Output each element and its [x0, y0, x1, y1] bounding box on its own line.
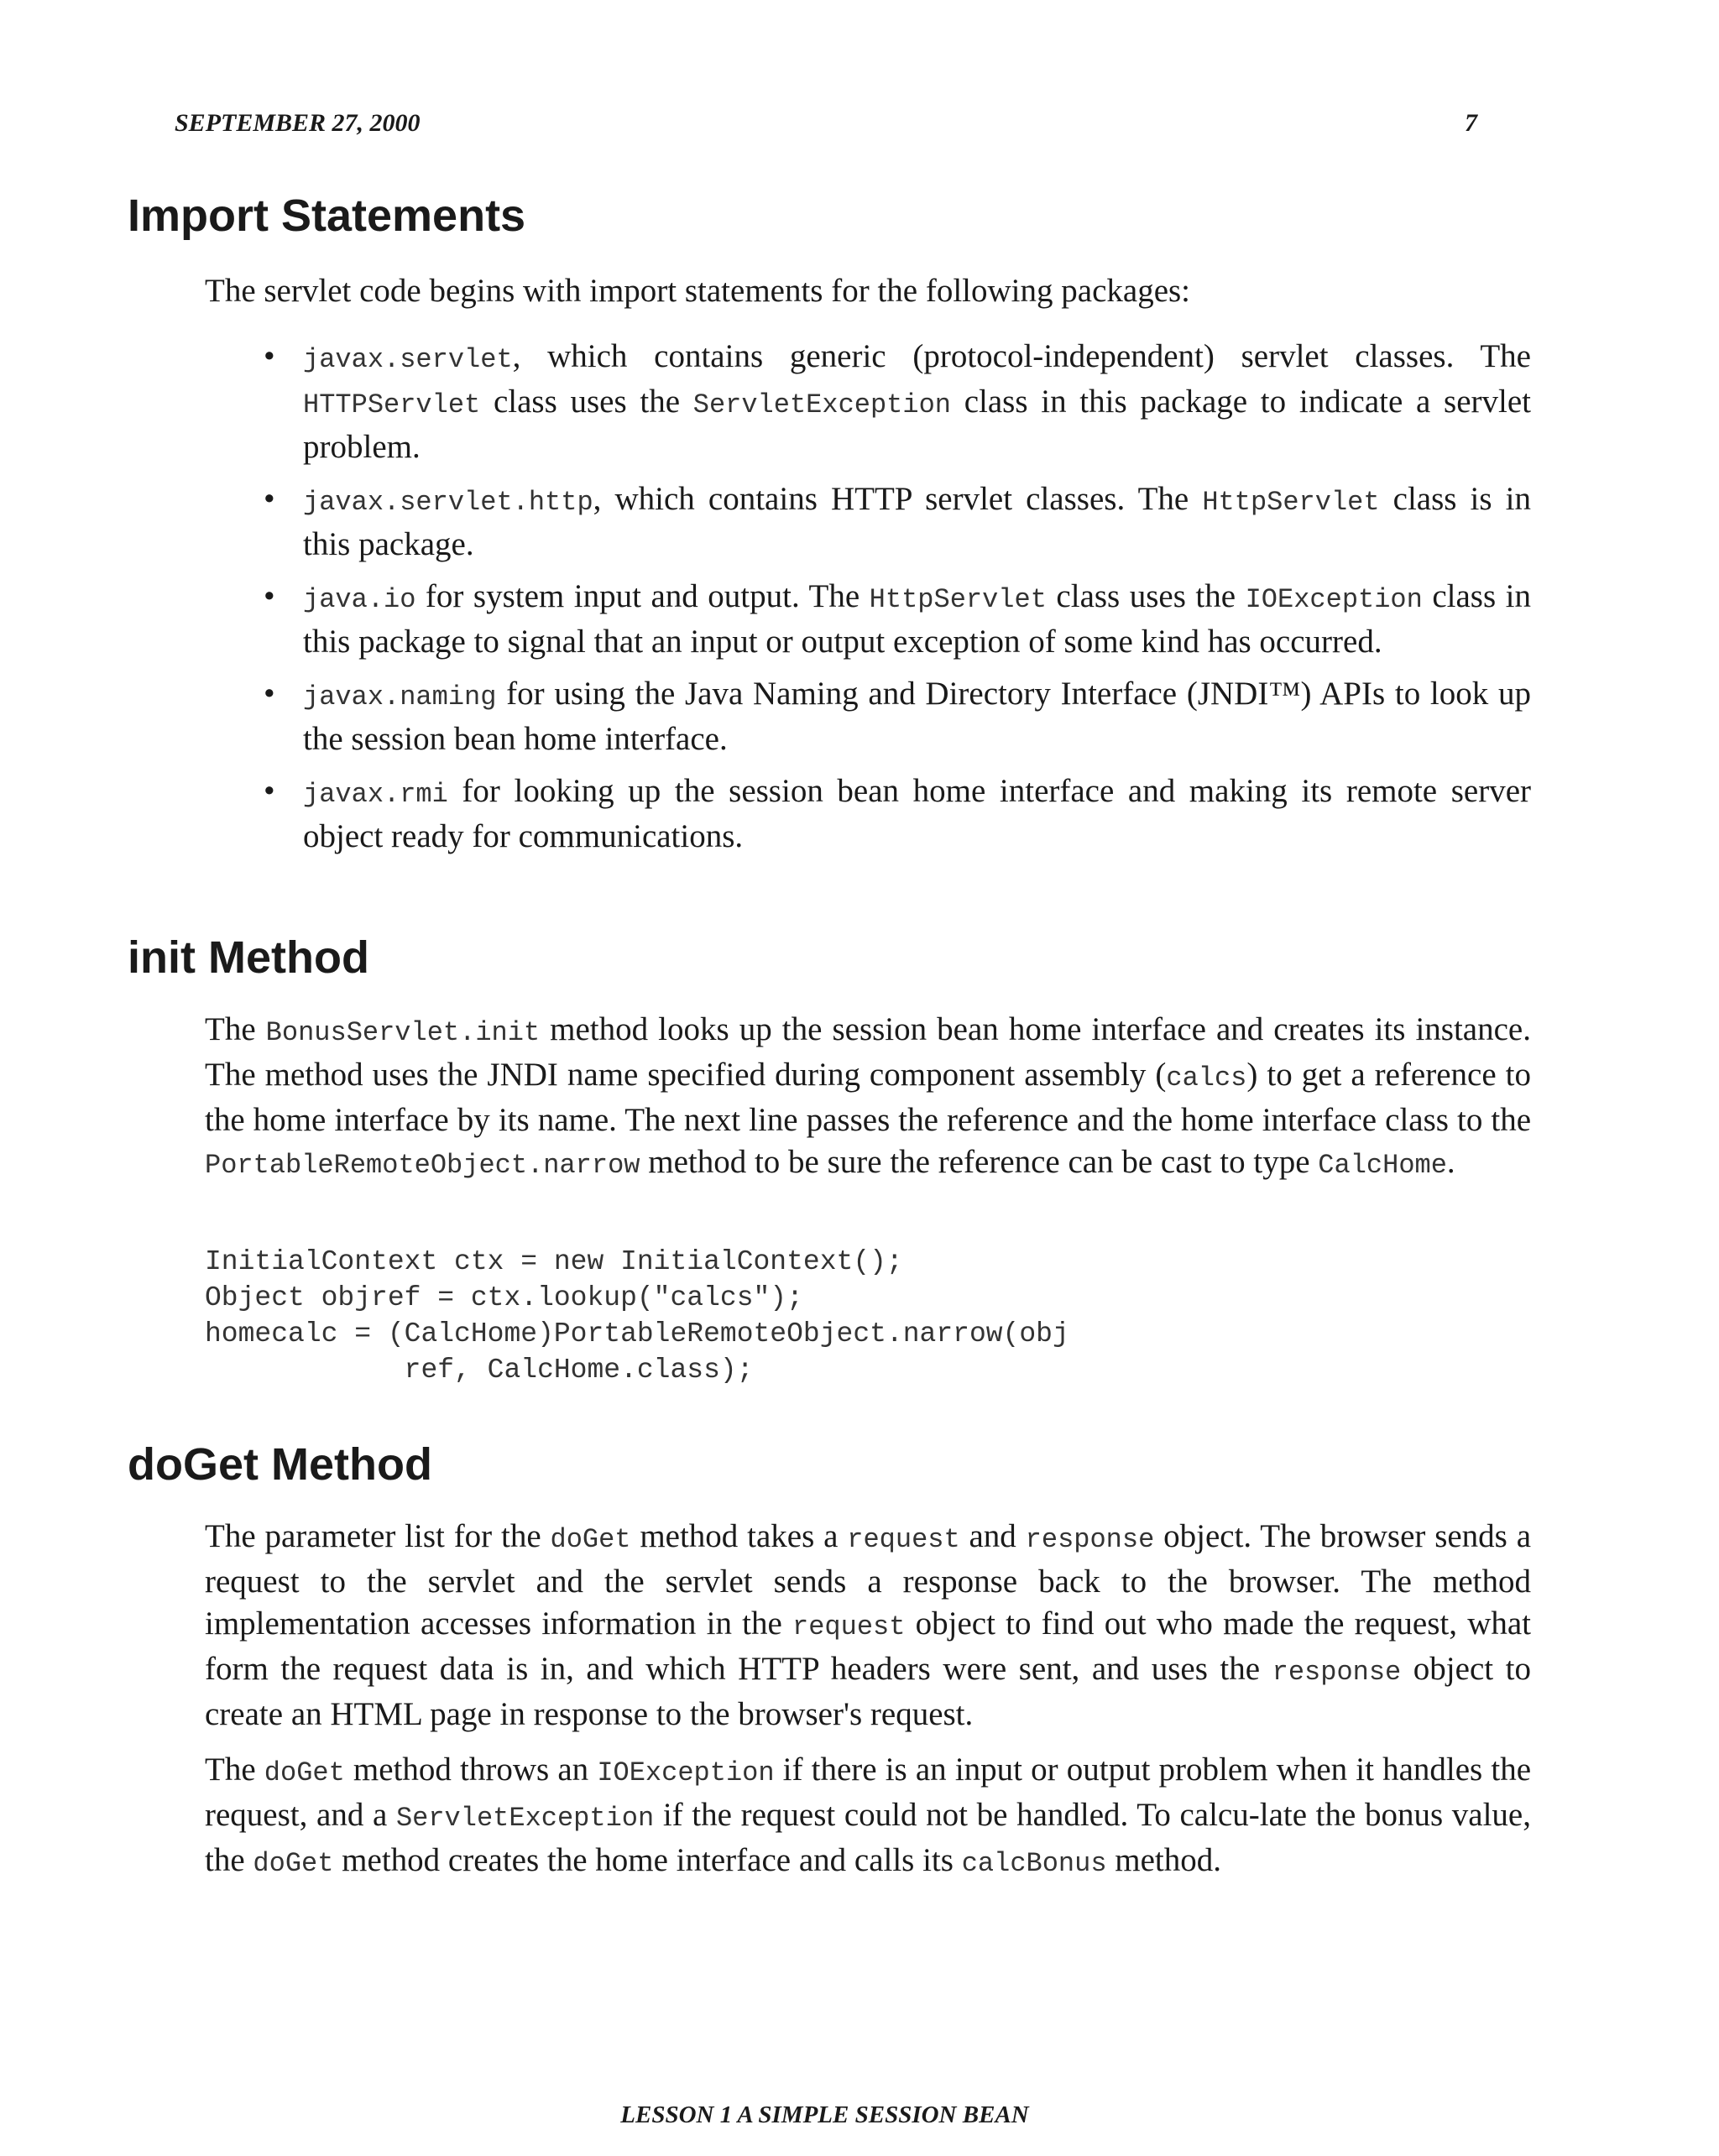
list-item: • javax.naming for using the Java Naming and Directory Interface (JNDI™) APIs to look up the session bean home interface.	[264, 676, 1531, 757]
package-name: java.io	[303, 584, 416, 615]
package-name: javax.naming	[303, 681, 497, 713]
list-item: • javax.servlet, which contains generic (protocol-independent) servlet classes. The HTTPServlet class uses the ServletException class in this package to indicate a servlet problem.	[264, 338, 1531, 465]
section-heading-init: init Method	[128, 932, 369, 983]
package-list	[205, 336, 1531, 868]
section-heading-doget: doGet Method	[128, 1439, 432, 1490]
package-name: javax.servlet	[303, 344, 513, 375]
init-paragraph: The BonusServlet.init method looks up the session bean home interface and creates its instance. The method uses the JNDI name specified during component assembly (calcs) to get a reference to the home interface by its name. The next line passes the reference and the home interface class to the PortableRemoteObject.narrow method to be sure the reference can be cast to type CalcHome.	[205, 1011, 1531, 1181]
doget-paragraph-1: The parameter list for the doGet method takes a request and response object. The browser sends a request to the servlet and the servlet sends a response back to the browser. The method implementation accesses information in the request object to find out who made the request, what form the request data is in, and which HTTP headers were sent, and uses the response object to create an HTML page in response to the browser's request.	[205, 1518, 1532, 1732]
import-intro: The servlet code begins with import statements for the following packages:	[205, 273, 1191, 309]
header-date: SEPTEMBER 27, 2000	[175, 109, 421, 137]
code-line: homecalc = (CalcHome)PortableRemoteObject.narrow(obj	[205, 1318, 1069, 1349]
section-heading-import: Import Statements	[128, 191, 526, 241]
list-item: • javax.rmi for looking up the session bean home interface and making its remote server object ready for communications.	[264, 773, 1531, 854]
list-item: • javax.servlet.http, which contains HTTP servlet classes. The HttpServlet class is in this package.	[264, 481, 1531, 562]
code-line: Object objref = ctx.lookup("calcs");	[205, 1282, 803, 1313]
code-line: ref, CalcHome.class);	[205, 1355, 754, 1386]
running-header	[175, 109, 1477, 143]
code-listing	[205, 1244, 1069, 1388]
list-item: • java.io for system input and output. The HttpServlet class uses the IOException class in this package to signal that an input or output exception of some kind has occurred.	[264, 578, 1532, 660]
code-line: InitialContext ctx = new InitialContext();	[205, 1246, 903, 1277]
package-name: javax.servlet.http	[303, 487, 593, 518]
running-footer: LESSON 1 A SIMPLE SESSION BEAN	[620, 2101, 1029, 2128]
page-number: 7	[1465, 109, 1477, 137]
doget-paragraph-2: The doGet method throws an IOException if there is an input or output problem when it handles the request, and a ServletException if the request could not be handled. To calcu-late the bonus value, the doGet method creates the home interface and calls its calcBonus method.	[205, 1751, 1531, 1879]
package-name: javax.rmi	[303, 779, 448, 810]
